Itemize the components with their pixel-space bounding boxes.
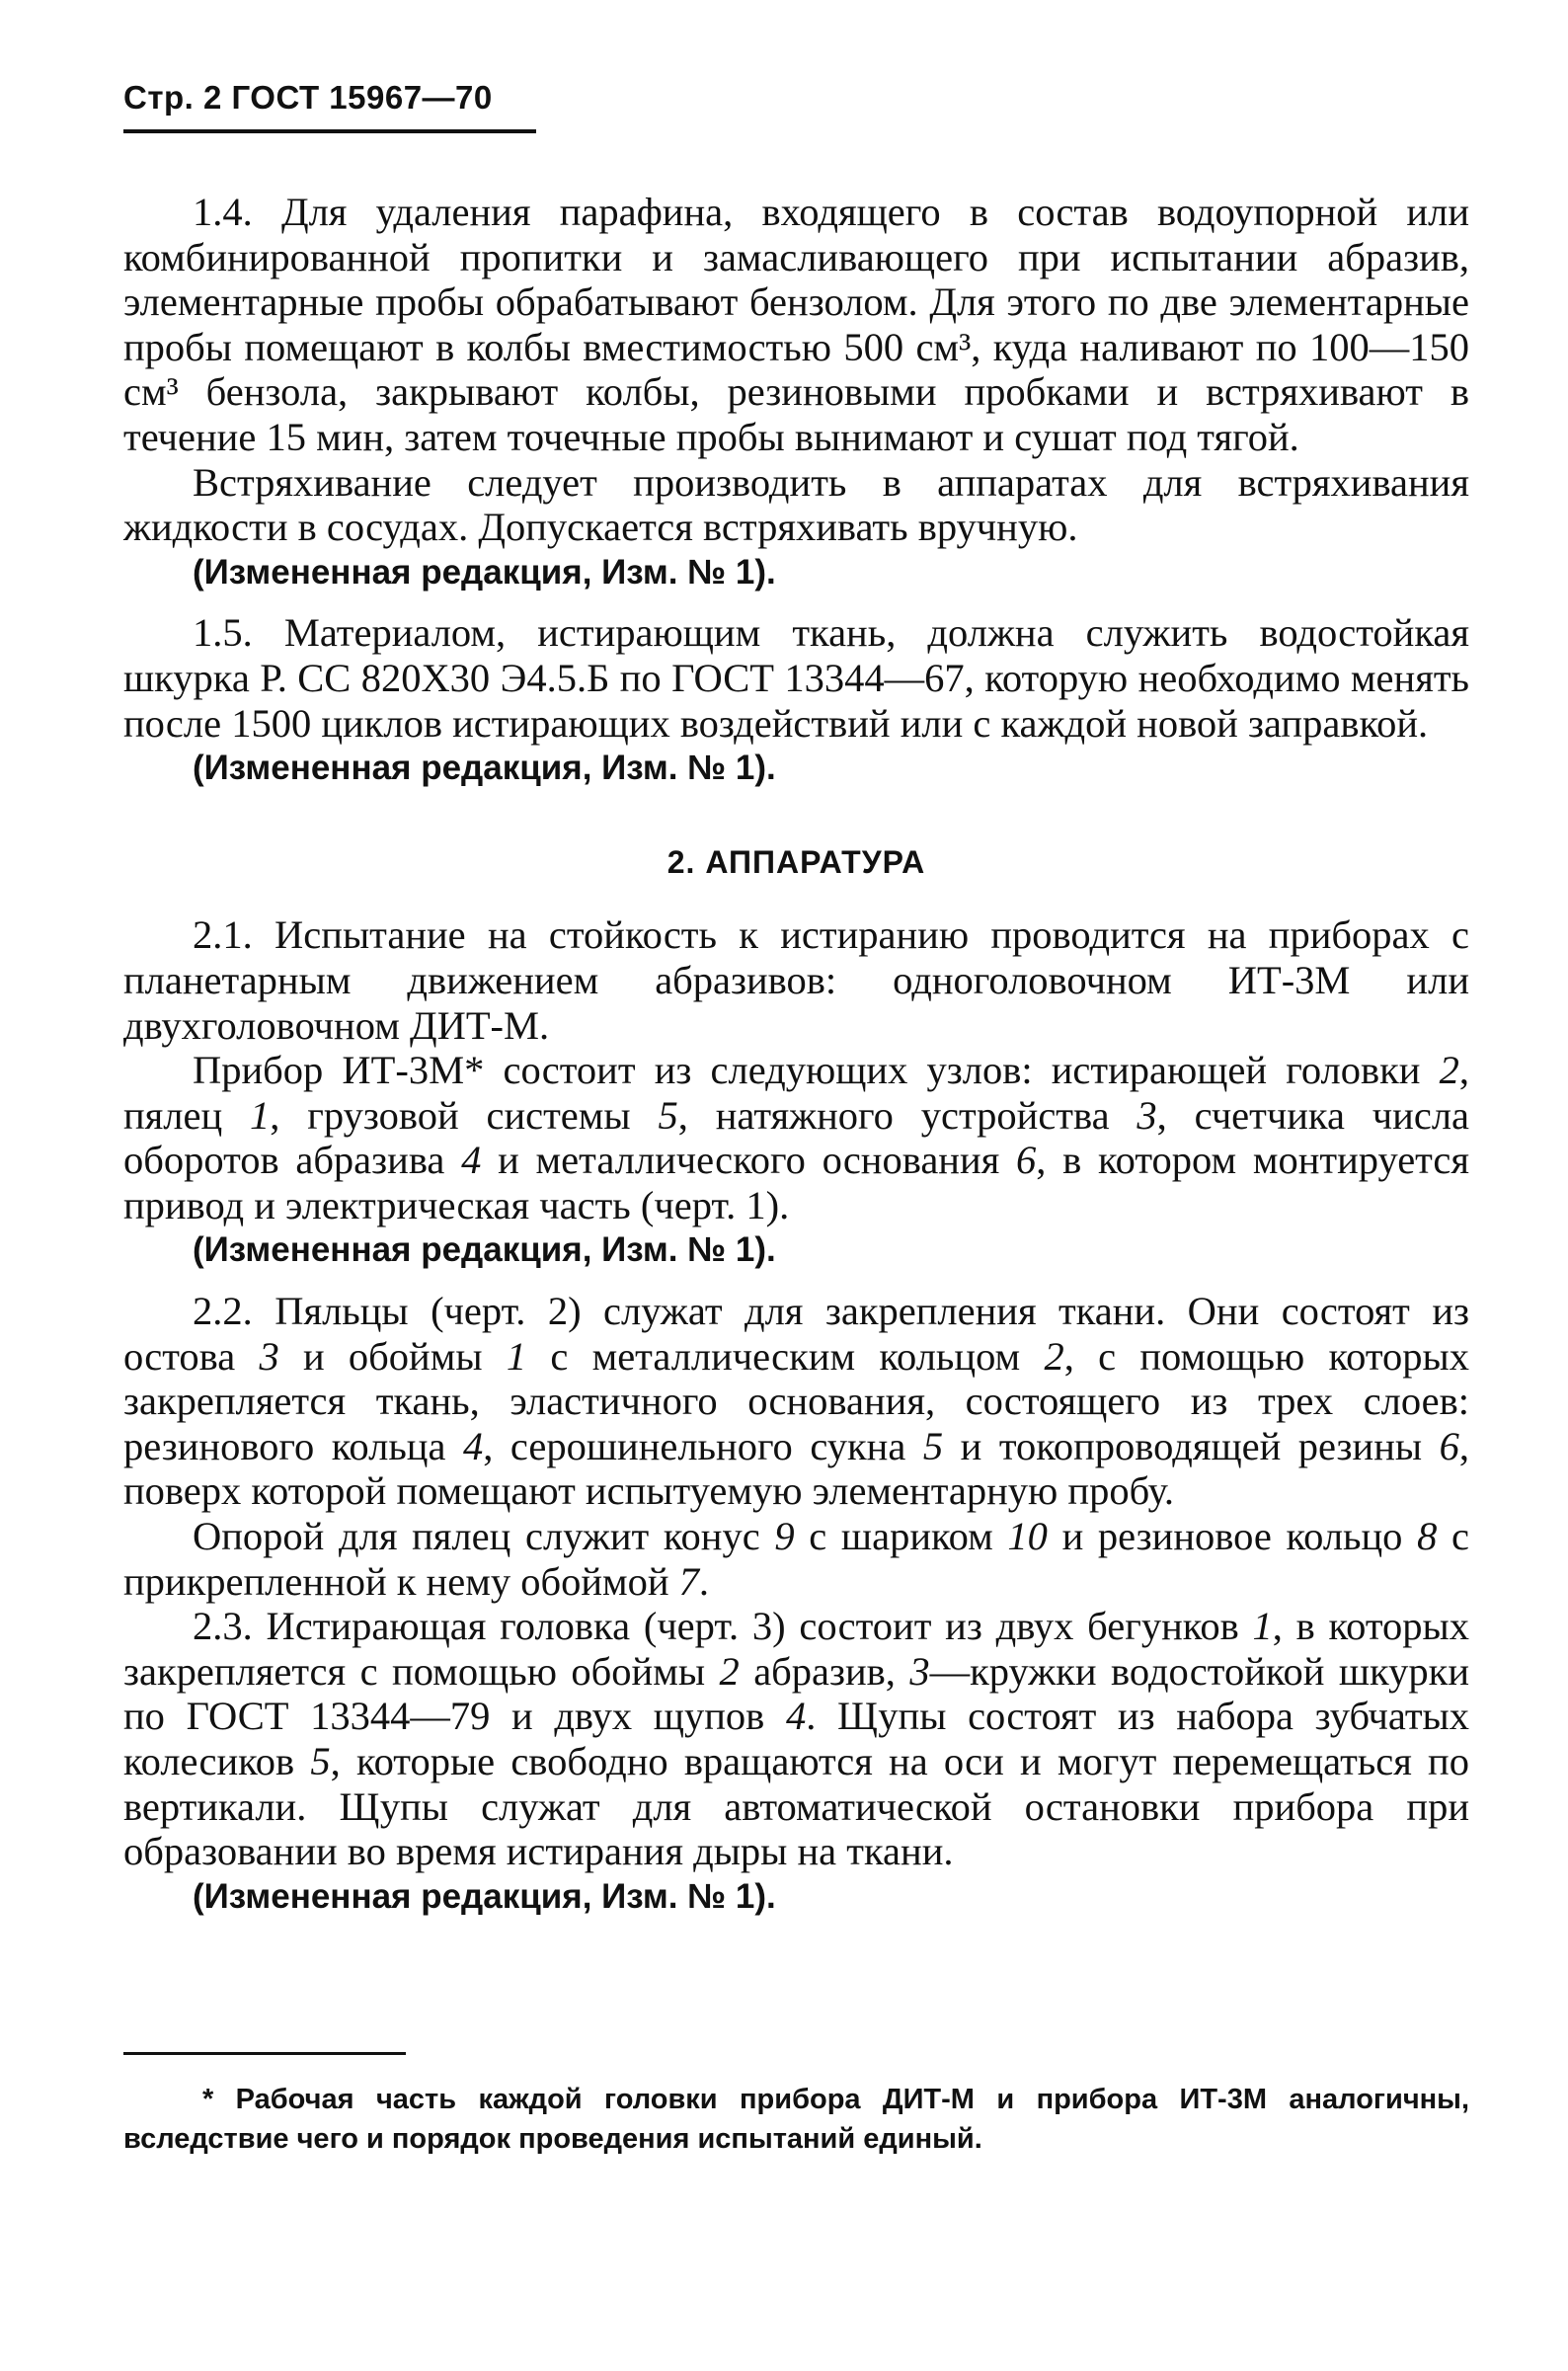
part-number: 5 <box>310 1739 331 1783</box>
section-title-apparatus: 2. АППАРАТУРА <box>666 843 926 880</box>
text-fragment: 2.2. Пяльцы (черт. 2) служат для закрепления ткани. Они состоят из остова <box>123 1289 1469 1379</box>
text-fragment: с шариком <box>794 1514 1008 1559</box>
paragraph-2-2-support <box>123 1514 1469 1604</box>
document-body <box>123 190 1469 1935</box>
text-fragment: Опорой для пялец служит конус <box>193 1514 775 1559</box>
text-fragment: и металлического основания <box>481 1138 1017 1183</box>
paragraph-1-4-shaking: Встряхивание следует производить в аппаратах для встряхивания жидкости в сосудах. Допускается встряхивать вручную. <box>123 459 1469 550</box>
text-fragment: . Щупы состоят из набора зубчатых колесиков <box>123 1694 1469 1783</box>
paragraph-2-3 <box>123 1604 1469 1874</box>
part-number: 7 <box>678 1558 699 1604</box>
amendment-note-1: (Измененная редакция, Изм. № 1). <box>193 552 776 592</box>
text-fragment: абразив, <box>739 1648 910 1694</box>
text-fragment: и резиновое кольцо <box>1047 1514 1418 1559</box>
part-number: 10 <box>1007 1514 1048 1559</box>
text-fragment: , с помощью которых закрепляется ткань, эластичного основания, состоящего из трех слоев: резинового кольца <box>123 1333 1470 1468</box>
paragraph-1-4: 1.4. Для удаления парафина, входящего в состав водоупорной или комбинированной пропитки и замасливающего при испытании абразив, элементарные пробы обрабатывают бензолом. Для этого по две элементарные пробы помещают в колбы вместимостью 500 см³, куда наливают по 100—150 см³ бензола, закрывают колбы, резиновыми пробками и встряхивают в течение 15 мин, затем точечные пробы вынимают и сушат под тягой. <box>123 190 1469 459</box>
text-fragment: , которые свободно вращаются на оси и могут перемещаться по вертикали. Щупы служат для автоматической остановки прибора при образовании во время истирания дыры на ткани. <box>123 1739 1469 1874</box>
part-number: 2 <box>1439 1048 1459 1093</box>
text-fragment: , счетчика числа оборотов абразива <box>123 1092 1470 1183</box>
part-number: 1 <box>250 1092 271 1138</box>
text-fragment: , в котором монтируется привод и электрическая часть (черт. 1). <box>123 1138 1469 1227</box>
part-number: 6 <box>1439 1423 1459 1468</box>
text-fragment: , натяжного устройства <box>677 1092 1137 1138</box>
amendment-note-4: (Измененная редакция, Изм. № 1). <box>193 1876 776 1916</box>
part-number: 3 <box>1137 1092 1157 1138</box>
text-fragment: . <box>698 1558 710 1604</box>
paragraph-2-1: 2.1. Испытание на стойкость к истиранию проводится на приборах с планетарным движением абразивов: одноголовочном ИТ-3М или двухголовочном ДИТ-М. <box>123 912 1469 1048</box>
part-number: 8 <box>1417 1514 1438 1559</box>
text-fragment: , пялец <box>123 1048 1469 1138</box>
part-number: 2 <box>719 1648 740 1694</box>
part-number: 5 <box>922 1423 944 1468</box>
amendment-note-2: (Измененная редакция, Изм. № 1). <box>193 749 776 788</box>
part-number: 1 <box>1252 1604 1273 1649</box>
footnote-rule <box>123 2052 406 2055</box>
part-number: 2 <box>1044 1333 1064 1379</box>
paragraph-2-2 <box>123 1289 1469 1514</box>
footnote: * Рабочая часть каждой головки прибора ДИТ-М и прибора ИТ-3М аналогичны, вследствие чего и порядок проведения испытаний единый. <box>123 2084 1469 2155</box>
text-fragment: Прибор ИТ-3М* состоит из следующих узлов: истирающей головки <box>193 1048 1440 1093</box>
text-fragment: с прикрепленной к нему обоймой <box>123 1514 1469 1604</box>
text-fragment: и токопроводящей резины <box>943 1423 1440 1468</box>
part-number: 4 <box>461 1138 482 1183</box>
text-fragment: и обоймы <box>278 1333 507 1379</box>
text-fragment: , в которых закрепляется с помощью обоймы <box>123 1604 1469 1694</box>
part-number: 3 <box>259 1333 279 1379</box>
part-number: 4 <box>785 1694 807 1739</box>
text-fragment: с металлическим кольцом <box>526 1333 1045 1379</box>
header-rule <box>123 129 536 133</box>
part-number: 4 <box>462 1423 484 1468</box>
page-header: Стр. 2 ГОСТ 15967—70 <box>123 79 493 116</box>
text-fragment: , грузовой системы <box>270 1092 659 1138</box>
amendment-note-3: (Измененная редакция, Изм. № 1). <box>193 1230 776 1270</box>
part-number: 6 <box>1016 1138 1037 1183</box>
text-fragment: 2.3. Истирающая головка (черт. 3) состоит из двух бегунков <box>193 1604 1253 1649</box>
text-fragment: , серошинельного сукна <box>483 1423 923 1468</box>
paragraph-2-1-device <box>123 1048 1469 1227</box>
text-fragment: —кружки водостойкой шкурки по ГОСТ 13344—79 и двух щупов <box>123 1648 1470 1739</box>
part-number: 5 <box>658 1092 678 1138</box>
paragraph-1-5: 1.5. Материалом, истирающим ткань, должна служить водостойкая шкурка Р. СС 820Х30 Э4.5.Б по ГОСТ 13344—67, которую необходимо менять после 1500 циклов истирающих воздействий или с каждой новой заправкой. <box>123 610 1469 746</box>
part-number: 9 <box>774 1514 795 1559</box>
part-number: 3 <box>909 1648 930 1694</box>
text-fragment: , поверх которой помещают испытуемую элементарную пробу. <box>123 1423 1469 1514</box>
part-number: 1 <box>506 1333 527 1379</box>
